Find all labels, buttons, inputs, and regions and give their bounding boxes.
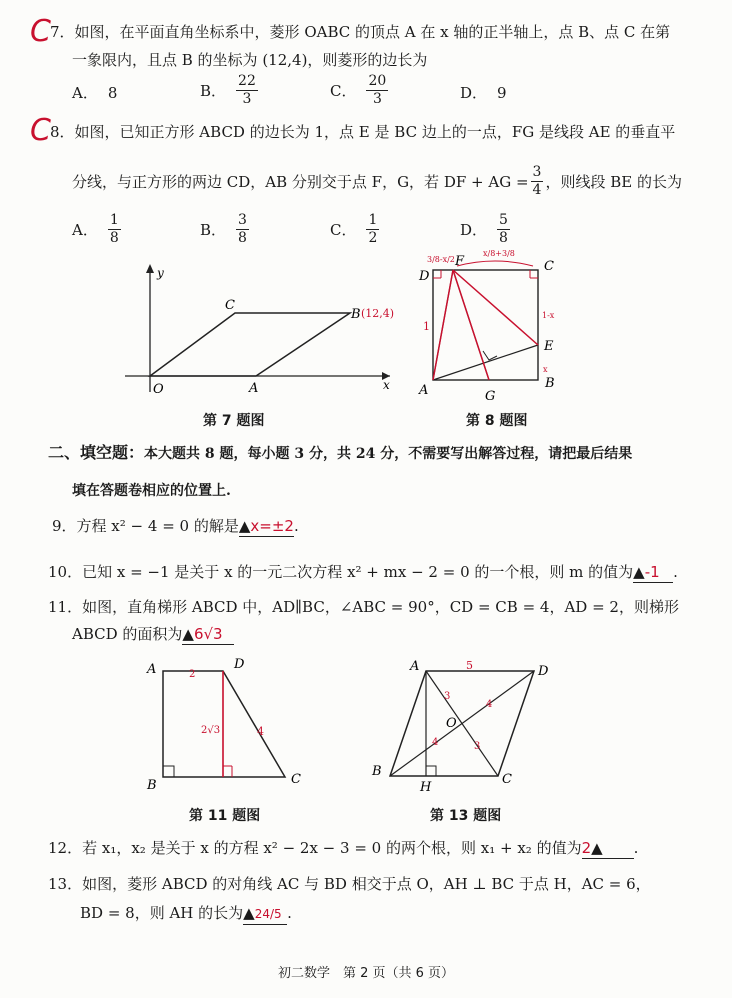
triangle-icon: ▲ xyxy=(633,563,645,581)
label-b: B xyxy=(351,307,361,322)
caption-q7: 第 7 题图 xyxy=(203,413,265,429)
label-c: C xyxy=(502,772,512,787)
label-c: C xyxy=(225,298,235,313)
label-c: C xyxy=(291,772,301,787)
label-side-length: 1 xyxy=(423,320,430,333)
option-fraction xyxy=(236,73,258,108)
figure-q8 xyxy=(405,248,575,408)
q8-option-d xyxy=(460,212,510,247)
option-label: D． xyxy=(460,220,488,239)
label-ad: 5 xyxy=(466,659,473,672)
numerator: 1 xyxy=(368,212,378,228)
q8-option-b xyxy=(200,212,249,247)
label-d: D xyxy=(234,657,245,672)
q8-option-a xyxy=(72,212,121,247)
q11-handwritten-answer: 6√3 xyxy=(193,625,223,643)
label-e: E xyxy=(544,339,554,354)
note-right: 1-x xyxy=(542,311,555,320)
q9-answer-blank xyxy=(239,516,294,537)
label-b: B xyxy=(545,376,555,391)
label-b: B xyxy=(372,764,382,779)
q10-suffix: . xyxy=(673,563,678,581)
q12-suffix: . xyxy=(633,839,639,857)
label-oc: 3 xyxy=(474,741,481,752)
label-ao: 3 xyxy=(444,691,451,702)
q10-answer-blank xyxy=(633,562,673,583)
q7-text-line1: 7．如图，在平面直角坐标系中，菱形 OABC 的顶点 A 在 x 轴的正半轴上，点 B、点 C 在第 xyxy=(50,23,671,41)
denominator: 2 xyxy=(368,230,378,246)
caption-q8: 第 8 题图 xyxy=(466,413,528,429)
section-text-2: 填在答题卷相应的位置上. xyxy=(72,483,231,499)
denominator: 4 xyxy=(532,182,542,198)
numerator: 3 xyxy=(238,212,247,228)
q10-handwritten-answer: -1 xyxy=(644,563,660,581)
option-label: C． xyxy=(330,81,357,100)
triangle-icon: ▲ xyxy=(238,517,251,535)
label-a: A xyxy=(419,383,429,398)
label-d: D xyxy=(538,664,549,679)
denominator: 8 xyxy=(499,230,508,246)
q12-answer-blank xyxy=(582,838,634,859)
section-text-1: 本大题共 8 题，每小题 3 分，共 24 分，不需要写出解答过程，请把最后结果 xyxy=(144,446,633,462)
label-a: A xyxy=(410,659,420,674)
q13-line2 xyxy=(80,903,292,925)
option-label: B． xyxy=(200,81,227,100)
denominator: 8 xyxy=(109,230,119,246)
q13-text-line1: 13．如图，菱形 ABCD 的对角线 AC 与 BD 相交于点 O，AH ⊥ BC 于点 H，AC = 6， xyxy=(48,875,651,893)
numerator: 20 xyxy=(368,73,387,89)
q7-option-d xyxy=(460,83,507,103)
q12-line xyxy=(48,838,638,859)
denominator: 3 xyxy=(372,91,382,107)
numerator: 3 xyxy=(532,164,542,180)
q8-text-part2: ，则线段 BE 的长为 xyxy=(545,172,682,191)
page-footer: 初二数学 第 2 页（共 6 页） xyxy=(277,966,455,981)
q9-line xyxy=(52,516,299,537)
denominator: 3 xyxy=(242,91,252,107)
q9-suffix: . xyxy=(293,517,299,535)
option-label: A． xyxy=(72,84,98,102)
figure-q7 xyxy=(115,262,405,402)
triangle-icon: ▲ xyxy=(182,625,194,643)
label-cd: 4 xyxy=(257,725,264,738)
q11-text-line2: ABCD 的面积为 xyxy=(72,625,183,643)
option-label: D． xyxy=(460,84,488,102)
label-d: D xyxy=(419,269,430,284)
option-value: 8 xyxy=(107,84,118,102)
option-value: 9 xyxy=(497,84,507,102)
q12-text: 12．若 x₁，x₂ 是关于 x 的方程 x² − 2x − 3 = 0 的两个根，则 x₁ + x₂ 的值为 xyxy=(48,839,582,857)
option-label: B． xyxy=(200,220,227,239)
figure-q11 xyxy=(145,655,315,795)
label-x: x xyxy=(383,378,390,392)
q8-text-line1: 8．如图，已知正方形 ABCD 的边长为 1，点 E 是 BC 边上的一点，FG 是线段 AE 的垂直平 xyxy=(50,123,676,141)
numerator: 22 xyxy=(238,73,256,89)
q13-text-line2: BD = 8，则 AH 的长为 xyxy=(80,904,244,922)
q7-option-c xyxy=(330,73,388,108)
q7-text-line2: 一象限内，且点 B 的坐标为 (12,4)，则菱形的边长为 xyxy=(72,51,428,69)
q8-fraction xyxy=(531,164,544,199)
grading-mark-q7: C xyxy=(30,14,51,49)
denominator: 8 xyxy=(238,230,247,246)
label-f: F xyxy=(455,254,465,269)
q11-answer-blank xyxy=(182,624,234,645)
q13-handwritten-answer: 24/5 xyxy=(254,907,282,921)
option-label: C． xyxy=(330,220,357,239)
q8-option-c xyxy=(330,212,379,247)
label-o: O xyxy=(153,382,164,397)
label-a: A xyxy=(147,662,157,677)
q10-text: 10．已知 x = −1 是关于 x 的一元二次方程 x² + mx − 2 = 0 的一个根，则 m 的值为 xyxy=(48,563,634,581)
q8-text-line2 xyxy=(72,164,682,199)
caption-q11: 第 11 题图 xyxy=(189,808,261,824)
note-left: 3/8-x/2 xyxy=(427,255,455,264)
option-fraction xyxy=(366,73,388,108)
option-fraction xyxy=(108,212,121,247)
label-o: O xyxy=(446,716,457,731)
label-c: C xyxy=(544,259,554,274)
label-od: 4 xyxy=(486,699,493,710)
triangle-icon: ▲ xyxy=(591,839,603,857)
note-b-coordinates: (12,4) xyxy=(361,307,395,320)
q8-text-part1: 分线，与正方形的两边 CD，AB 分别交于点 F，G，若 DF + AG = xyxy=(72,172,529,191)
label-bo: 4 xyxy=(432,737,439,748)
q12-handwritten-answer: 2 xyxy=(581,839,592,857)
option-fraction xyxy=(236,212,249,247)
label-height: 2√3 xyxy=(201,725,221,736)
option-label: A． xyxy=(72,220,98,239)
label-h: H xyxy=(420,780,432,795)
q7-option-b xyxy=(200,73,258,108)
label-ad: 2 xyxy=(189,669,196,680)
figure-q13 xyxy=(370,655,560,795)
numerator: 5 xyxy=(499,212,508,228)
q11-line2 xyxy=(72,624,234,645)
triangle-icon: ▲ xyxy=(243,904,255,922)
note-bottom-right: x xyxy=(543,365,548,374)
label-y: y xyxy=(157,266,164,280)
q11-text-line1: 11．如图，直角梯形 ABCD 中，AD∥BC，∠ABC = 90°，CD = CB = 4，AD = 2，则梯形 xyxy=(48,598,679,616)
grading-mark-q8: C xyxy=(30,113,51,148)
caption-q13: 第 13 题图 xyxy=(430,808,502,824)
label-b: B xyxy=(147,778,157,793)
q10-line xyxy=(48,562,678,583)
q13-answer-blank xyxy=(243,903,287,925)
q7-option-a xyxy=(72,83,117,103)
note-top: x/8+3/8 xyxy=(483,249,515,258)
section-header xyxy=(48,443,632,464)
option-fraction xyxy=(366,212,379,247)
q9-text: 9．方程 x² − 4 = 0 的解是 xyxy=(52,517,239,535)
q9-handwritten-answer: x=±2 xyxy=(250,517,294,535)
section-title: 二、填空题： xyxy=(48,443,145,462)
label-g: G xyxy=(485,389,496,404)
q13-suffix: . xyxy=(287,904,292,922)
label-a: A xyxy=(249,381,259,396)
numerator: 1 xyxy=(109,212,119,228)
option-fraction xyxy=(497,212,510,247)
